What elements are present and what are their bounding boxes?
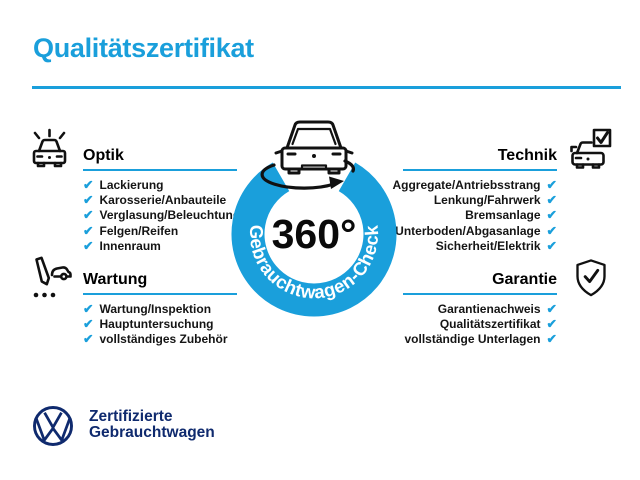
check-item bbox=[403, 317, 557, 332]
brand-line-2: Gebrauchtwagen bbox=[89, 423, 215, 441]
check-item-label: Bremsanlage bbox=[465, 208, 541, 223]
check-item bbox=[403, 239, 557, 254]
check-item bbox=[403, 193, 557, 208]
check-item-label: Garantienachweis bbox=[437, 302, 541, 316]
check-icon: ✔ bbox=[546, 332, 557, 347]
check-item bbox=[83, 239, 237, 254]
check-item-label: Wartung/Inspektion bbox=[99, 302, 212, 316]
check-icon: ✔ bbox=[546, 178, 557, 192]
section-garantie bbox=[403, 270, 557, 348]
badge-ring-label: Gebrauchtwagen-Check bbox=[245, 224, 383, 303]
check-item-label: Aggregate/Antriebsstrang bbox=[392, 178, 541, 192]
wartung-checklist bbox=[83, 302, 237, 348]
section-technik-heading: Technik bbox=[497, 147, 557, 164]
brand-line-1: Zertifizierte bbox=[89, 408, 173, 425]
check-item-label: Qualitätszertifikat bbox=[439, 317, 541, 332]
check-item-label: Felgen/Reifen bbox=[99, 223, 179, 238]
check-item-label: Verglasung/Beleuchtung bbox=[99, 208, 241, 223]
check-icon: ✔ bbox=[83, 317, 94, 332]
check-icon: ✔ bbox=[83, 223, 94, 238]
page-title: Qualitätszertifikat bbox=[33, 33, 254, 63]
check-item bbox=[403, 332, 557, 347]
check-icon: ✔ bbox=[83, 332, 94, 347]
check-icon: ✔ bbox=[546, 223, 557, 238]
check-item bbox=[403, 208, 557, 223]
check-icon: ✔ bbox=[83, 238, 94, 253]
check-item-label: Hauptuntersuchung bbox=[99, 317, 214, 332]
check-item bbox=[83, 178, 237, 193]
section-wartung bbox=[83, 270, 237, 348]
service-record-icon bbox=[26, 254, 73, 301]
section-divider bbox=[83, 169, 237, 171]
check-item-label: Sicherheit/Elektrik bbox=[435, 238, 541, 253]
check-item bbox=[395, 223, 557, 239]
check-item-label: Lenkung/Fahrwerk bbox=[433, 193, 541, 208]
check-item bbox=[392, 178, 557, 193]
check-icon: ✔ bbox=[546, 238, 557, 253]
section-divider bbox=[403, 293, 557, 295]
check-item-label: vollständige Unterlagen bbox=[404, 332, 541, 347]
check-item-label: Lackierung bbox=[99, 178, 164, 192]
check-item bbox=[83, 317, 237, 332]
check-icon: ✔ bbox=[546, 208, 557, 223]
check-item-label: Innenraum bbox=[99, 238, 161, 253]
section-optik bbox=[83, 146, 241, 254]
vw-logo bbox=[31, 404, 75, 448]
car-checkbox-icon bbox=[567, 126, 614, 173]
check-item bbox=[403, 302, 557, 317]
badge-degree-label: 360° bbox=[271, 211, 357, 257]
check-item-label: Unterboden/Abgasanlage bbox=[395, 223, 541, 238]
check-icon: ✔ bbox=[546, 317, 557, 332]
check-icon: ✔ bbox=[546, 302, 557, 316]
section-optik-heading: Optik bbox=[83, 147, 124, 164]
360-check-badge bbox=[224, 110, 404, 322]
check-item bbox=[83, 302, 237, 317]
check-icon: ✔ bbox=[83, 193, 94, 208]
title-divider bbox=[32, 86, 621, 89]
check-item bbox=[83, 332, 237, 347]
technik-checklist bbox=[392, 178, 557, 254]
check-icon: ✔ bbox=[83, 302, 94, 316]
check-item bbox=[83, 208, 241, 223]
check-item-label: vollständiges Zubehör bbox=[99, 332, 228, 347]
check-icon: ✔ bbox=[83, 208, 94, 223]
check-icon: ✔ bbox=[83, 178, 94, 192]
section-divider bbox=[83, 293, 237, 295]
check-item bbox=[83, 224, 237, 239]
brand-text bbox=[89, 409, 215, 440]
garantie-checklist bbox=[403, 302, 557, 348]
section-technik bbox=[392, 146, 557, 254]
shining-car-icon bbox=[26, 126, 73, 173]
optik-checklist bbox=[83, 178, 241, 254]
check-item bbox=[83, 193, 237, 208]
section-garantie-heading: Garantie bbox=[492, 271, 557, 288]
section-wartung-heading: Wartung bbox=[83, 271, 148, 288]
check-item-label: Karosserie/Anbauteile bbox=[99, 193, 227, 208]
section-divider bbox=[403, 169, 557, 171]
shield-check-icon bbox=[573, 257, 609, 299]
check-icon: ✔ bbox=[546, 193, 557, 208]
